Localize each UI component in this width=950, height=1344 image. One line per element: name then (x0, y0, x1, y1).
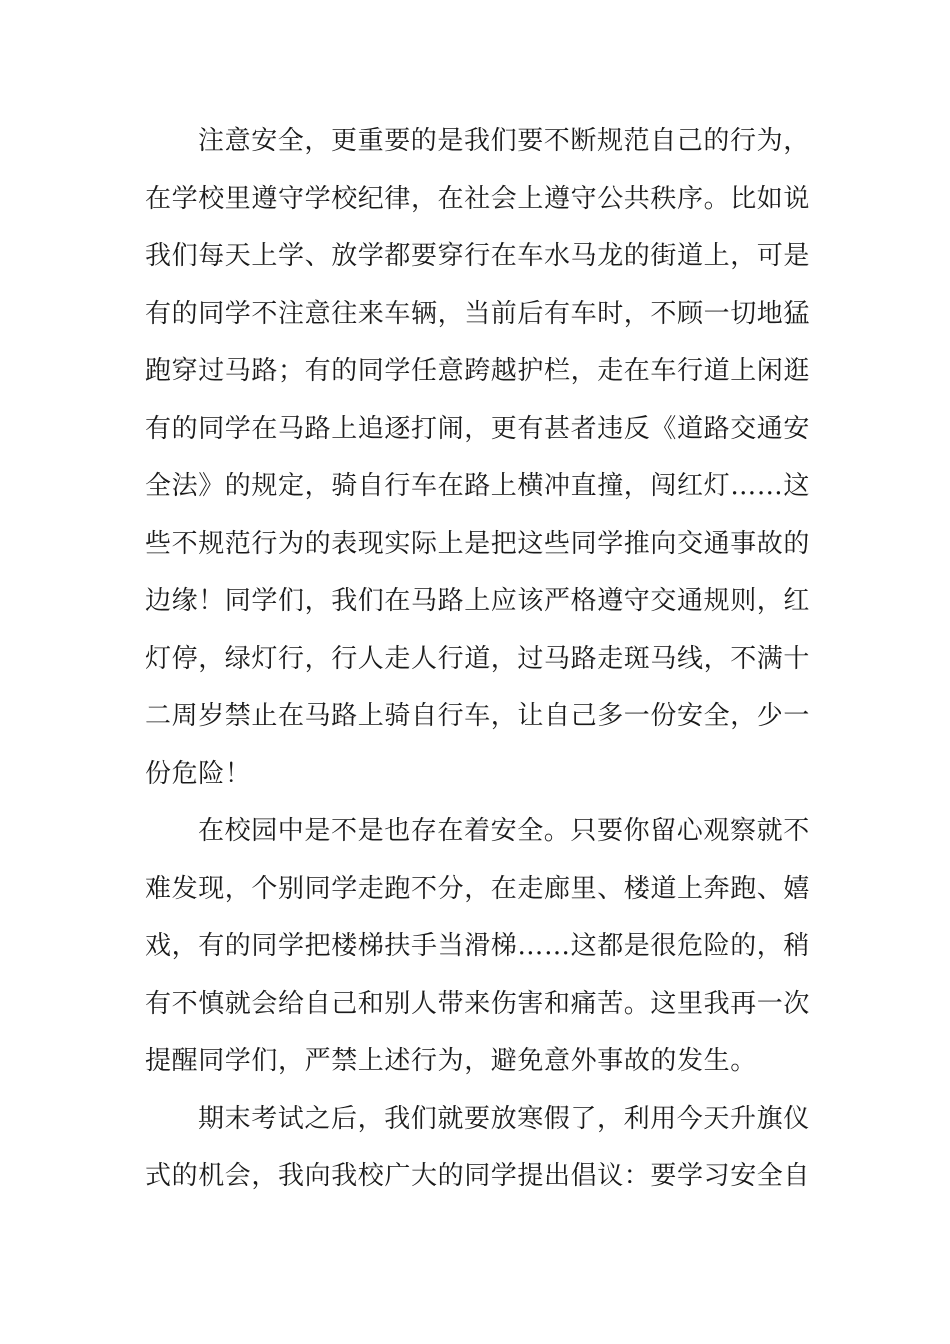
paragraph-line: 式的机会，我向我校广大的同学提出倡议：要学习安全自 (145, 1161, 811, 1191)
paragraph-line: 灯停，绿灯行，行人走人行道，过马路走斑马线，不满十 (145, 644, 811, 674)
paragraph-line: 期末考试之后，我们就要放寒假了，利用今天升旗仪 (198, 1104, 810, 1134)
paragraph-line: 份危险！ (145, 759, 252, 789)
paragraph-line: 二周岁禁止在马路上骑自行车，让自己多一份安全，少一 (145, 701, 811, 731)
paragraph-line: 我们每天上学、放学都要穿行在车水马龙的街道上，可是 (145, 241, 811, 271)
paragraph-line: 有不慎就会给自己和别人带来伤害和痛苦。这里我再一次 (145, 989, 811, 1019)
paragraph-line: 边缘！同学们，我们在马路上应该严格遵守交通规则，红 (145, 586, 811, 616)
paragraph-line: 注意安全，更重要的是我们要不断规范自己的行为， (198, 126, 810, 156)
paragraph-line: 全法》的规定，骑自行车在路上横冲直撞，闯红灯……这 (145, 471, 811, 501)
paragraph-line: 在校园中是不是也存在着安全。只要你留心观察就不 (198, 816, 810, 846)
paragraph-line: 提醒同学们，严禁上述行为，避免意外事故的发生。 (145, 1046, 757, 1076)
paragraph-line: 跑穿过马路；有的同学任意跨越护栏，走在车行道上闲逛 (145, 356, 811, 386)
paragraph-line: 戏，有的同学把楼梯扶手当滑梯……这都是很危险的，稍 (145, 931, 811, 961)
paragraph-line: 有的同学在马路上追逐打闹，更有甚者违反《道路交通安 (145, 414, 811, 444)
paragraph-line: 有的同学不注意往来车辆，当前后有车时，不顾一切地猛 (145, 299, 811, 329)
paragraph-line: 在学校里遵守学校纪律，在社会上遵守公共秩序。比如说 (145, 184, 811, 214)
paragraph-line: 难发现，个别同学走跑不分，在走廊里、楼道上奔跑、嬉 (145, 874, 811, 904)
paragraph-line: 些不规范行为的表现实际上是把这些同学推向交通事故的 (145, 529, 811, 559)
